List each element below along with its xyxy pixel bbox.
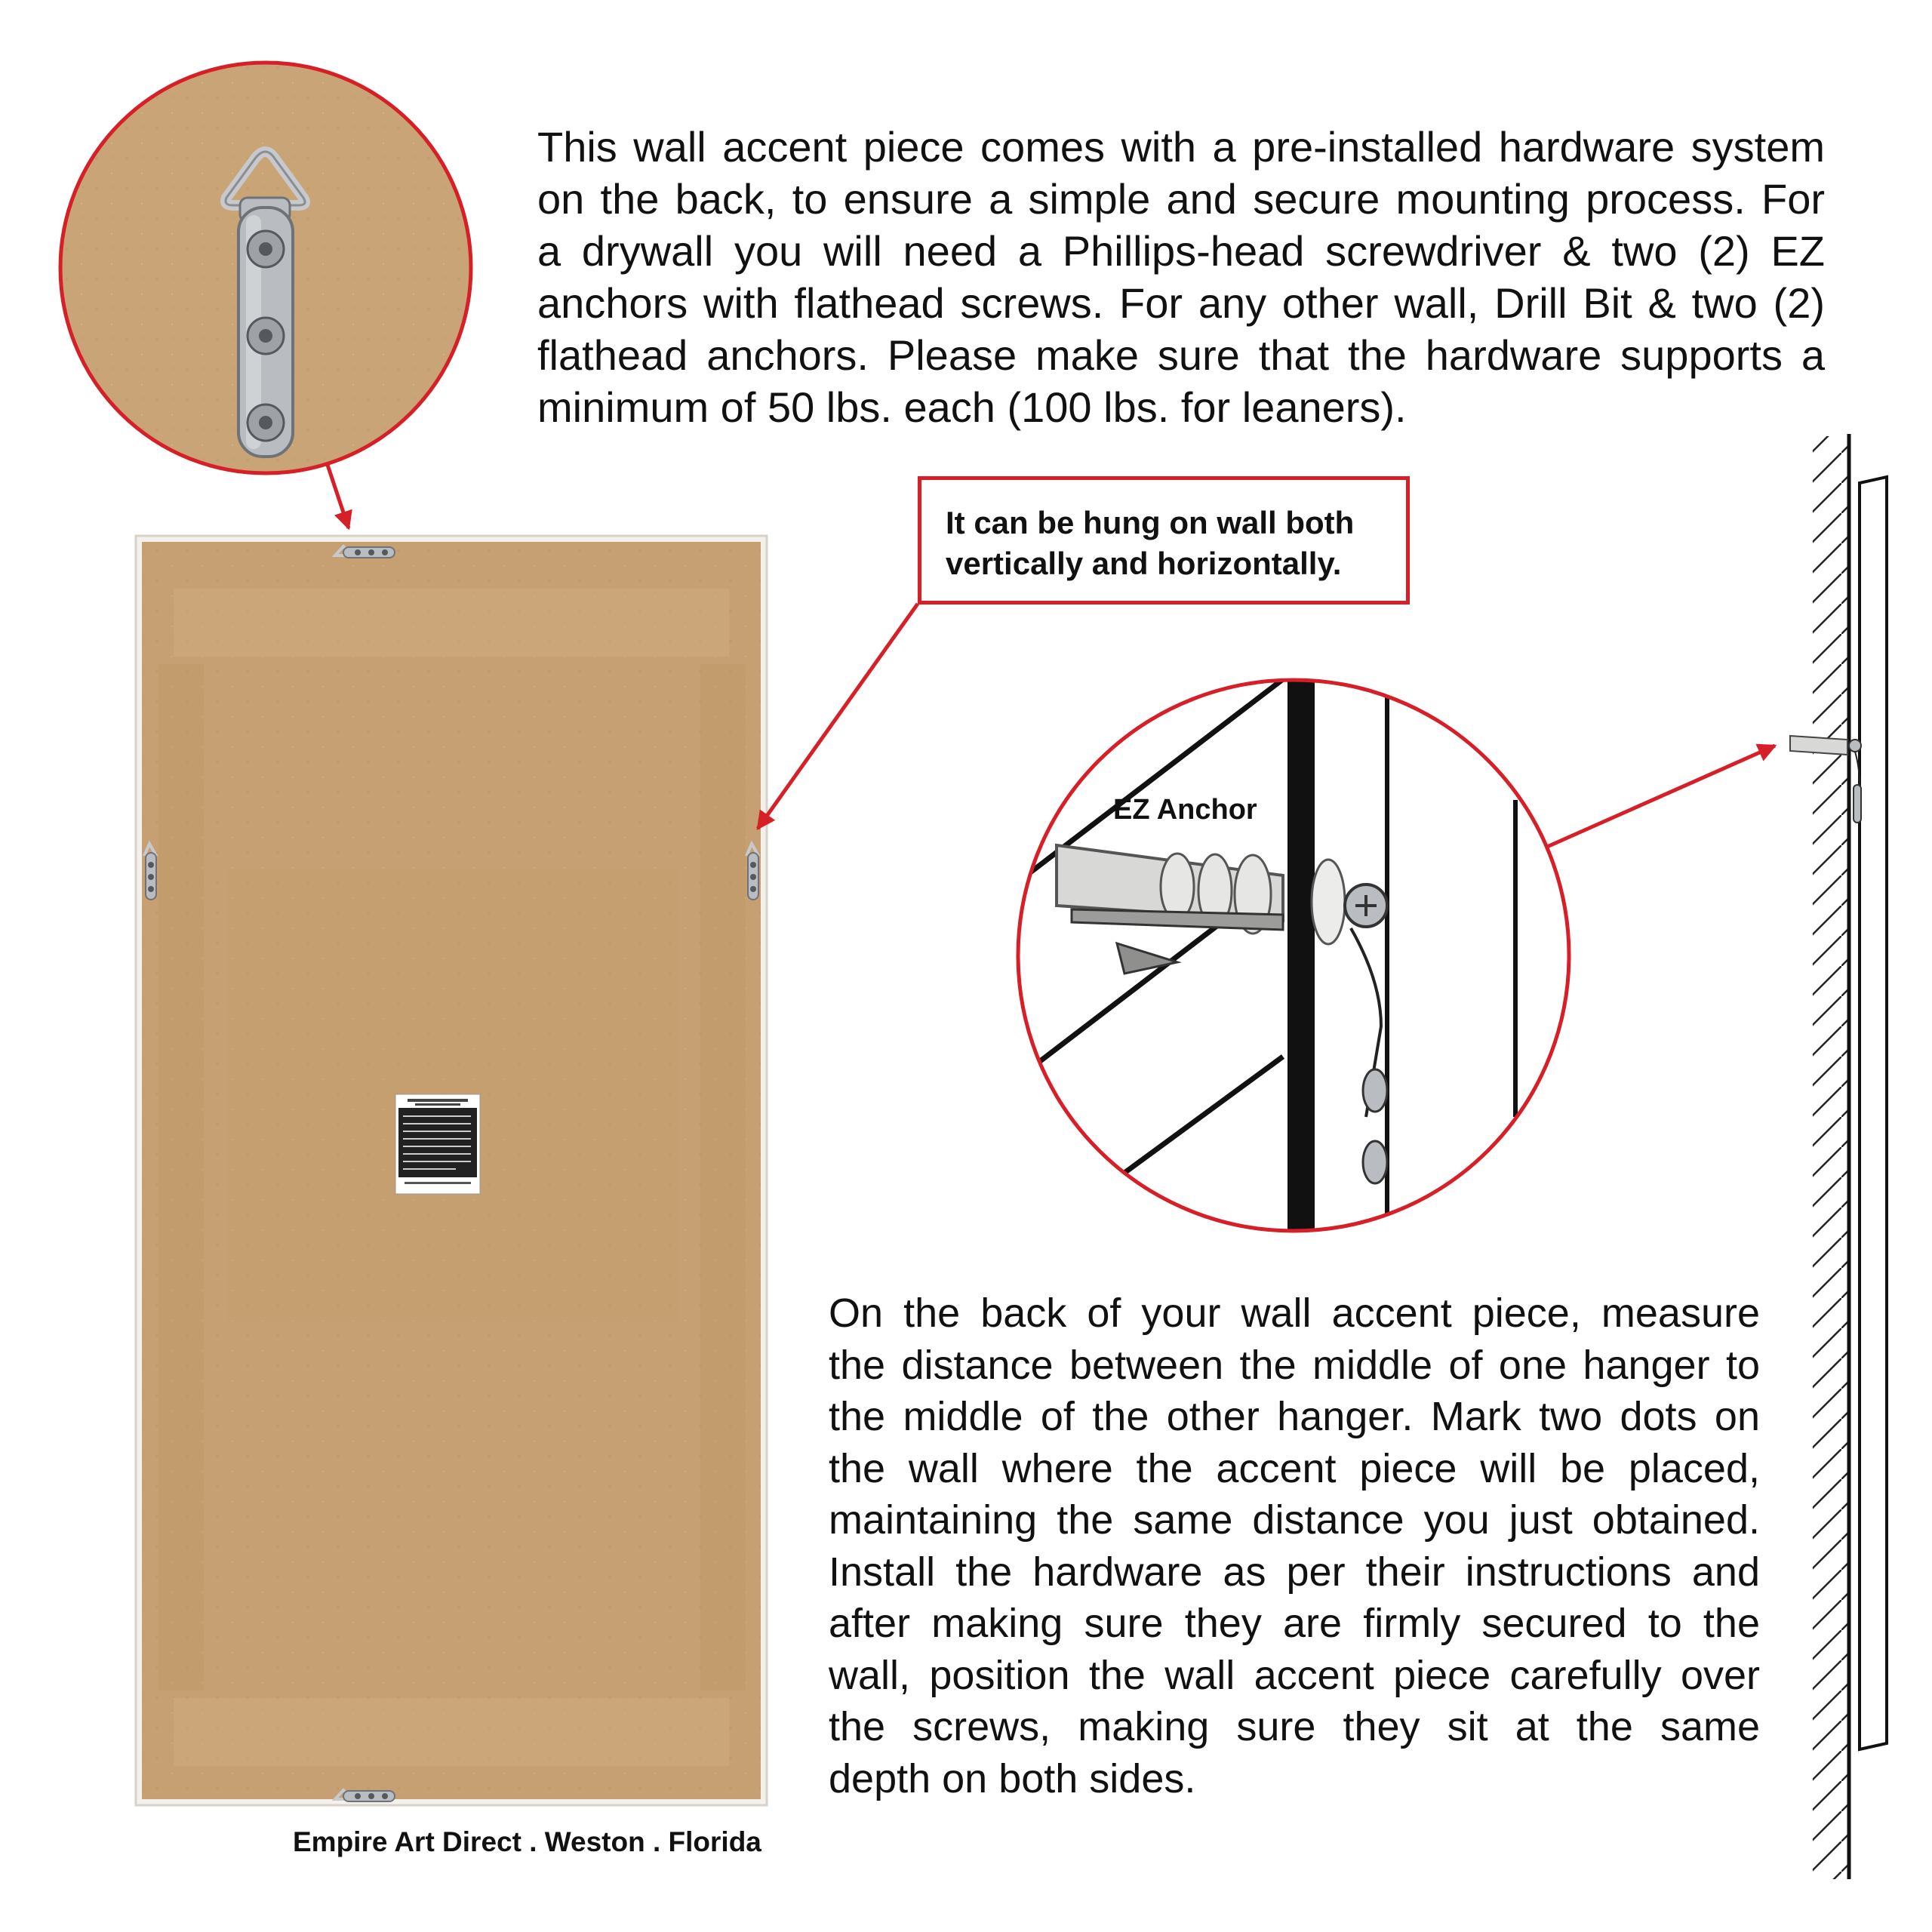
install-line: the distance between the middle of one hanger to [829, 1342, 1760, 1388]
orientation-callout [918, 476, 1410, 605]
ez-anchor-closeup [1018, 679, 1569, 1238]
installation-instructions [829, 1287, 1760, 1804]
intro-line: minimum of 50 lbs. each (100 lbs. for leaners). [537, 383, 1407, 431]
install-line: after making sure they are firmly secured to the [829, 1601, 1760, 1646]
install-line: the middle of the other hanger. Mark two dots on [829, 1394, 1760, 1439]
wall-side-profile [1790, 434, 1887, 1879]
install-line: depth on both sides. [829, 1755, 1196, 1801]
intro-line: anchors with flathead screws. For any other wall, Drill Bit & two (2) [537, 279, 1825, 327]
pointer-arrow [328, 465, 349, 528]
screw-icon [248, 231, 284, 267]
install-line: Install the hardware as per their instructions and [829, 1549, 1760, 1595]
install-line: the screws, making sure they sit at the same [829, 1704, 1760, 1749]
top-hanger [335, 546, 395, 558]
bottom-hanger [335, 1790, 395, 1801]
intro-line: This wall accent piece comes with a pre-installed hardware system [537, 123, 1825, 171]
screw-icon [248, 318, 284, 354]
right-hanger [747, 844, 758, 900]
company-footer: Empire Art Direct . Weston . Florida [293, 1826, 761, 1857]
screw-icon [248, 405, 284, 441]
callout-line: vertically and horizontally. [946, 546, 1342, 581]
ez-anchor-label: EZ Anchor [1113, 794, 1257, 826]
intro-line: a drywall you will need a Phillips-head screwdriver & two (2) EZ [537, 227, 1825, 275]
left-hanger [145, 844, 156, 900]
pointer-arrow [1547, 746, 1775, 847]
intro-line: on the back, to ensure a simple and secure mounting process. For [537, 175, 1825, 223]
install-line: On the back of your wall accent piece, measure [829, 1291, 1760, 1336]
install-line: maintaining the same distance you just obtained. [829, 1497, 1760, 1543]
instructions-label [395, 1094, 480, 1194]
callout-line: It can be hung on wall both [946, 505, 1355, 540]
pointer-arrow [758, 604, 918, 829]
hanger-closeup [60, 63, 471, 473]
install-line: the wall where the accent piece will be placed, [829, 1445, 1760, 1491]
install-line: wall, position the wall accent piece carefully over [829, 1652, 1760, 1698]
intro-line: flathead anchors. Please make sure that the hardware supports a [537, 331, 1825, 379]
